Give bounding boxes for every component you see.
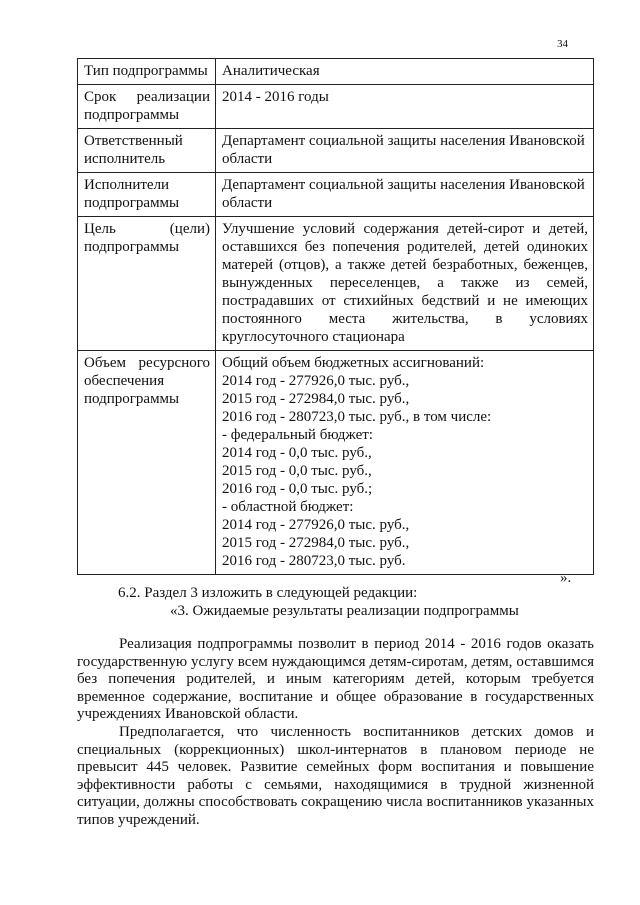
row-label-cell — [78, 217, 216, 351]
row-value-line: - областной бюджет: — [222, 499, 354, 515]
row-label-line: подпрограммы — [84, 391, 180, 407]
row-label-cell — [78, 173, 216, 217]
table-row — [78, 351, 594, 575]
row-value-cell — [216, 59, 594, 85]
subprogram-passport-table — [77, 58, 594, 575]
table-row — [78, 59, 594, 85]
row-label-cell — [78, 351, 216, 575]
row-label-line: Цель (цели) — [84, 221, 210, 237]
row-label-cell — [78, 85, 216, 129]
row-value-cell — [216, 351, 594, 575]
paragraph: Предполагается, что численность воспитанников детских домов и специальных (коррекционных) школ-интернатов в плановом периоде не превысит 445 человек. Развитие семейных форм воспитания и повышение эффективности работы с семьями, находящимися в трудной жизненной ситуации, должны способствовать сокращению числа воспитанников указанных типов учреждений. — [77, 723, 594, 828]
row-label-cell — [78, 129, 216, 173]
row-value-cell — [216, 173, 594, 217]
table-row — [78, 85, 594, 129]
row-value-cell — [216, 85, 594, 129]
row-value-line: 2014 - 2016 годы — [222, 89, 329, 105]
row-value-line: постоянного места жительства, в условиях — [222, 311, 588, 327]
row-label-line: Ответственный — [84, 133, 183, 149]
row-value-cell — [216, 217, 594, 351]
row-label-cell — [78, 59, 216, 85]
row-label-line: подпрограммы — [84, 107, 180, 123]
row-label-line: Исполнители — [84, 177, 170, 193]
row-label-line: Тип подпрограммы — [84, 63, 208, 79]
table-row — [78, 173, 594, 217]
section-title: «3. Ожидаемые результаты реализации подпрограммы — [170, 603, 519, 619]
row-value-line: - федеральный бюджет: — [222, 427, 373, 443]
page-number: 34 — [557, 38, 568, 50]
row-label-line: Объем ресурсного — [84, 355, 210, 371]
row-value-line: 2016 год - 0,0 тыс. руб.; — [222, 481, 373, 497]
row-value-line: Аналитическая — [222, 63, 320, 79]
amendment-line: 6.2. Раздел 3 изложить в следующей редакции: — [118, 585, 418, 601]
row-value-line: области — [222, 195, 273, 211]
row-value-cell — [216, 129, 594, 173]
row-label-line: обеспечения — [84, 373, 165, 389]
row-value-line: 2016 год - 280723,0 тыс. руб. — [222, 553, 406, 569]
row-value-line: круглосуточного стационара — [222, 329, 405, 345]
row-label-line: Срок реализации — [84, 89, 210, 105]
closing-quote: ». — [560, 570, 572, 586]
row-value-line: Улучшение условий содержания детей-сирот и детей, — [222, 221, 588, 237]
row-value-line: 2014 год - 277926,0 тыс. руб., — [222, 517, 410, 533]
paragraph: Реализация подпрограммы позволит в период 2014 - 2016 годов оказать государственную услугу всем нуждающимся детям-сиротам, детям, оставшимся без попечения родителей, и иным категориям детей, которым требуется временное содержание, воспитание и общее образование в государственных учреждениях Ивановской области. — [77, 636, 594, 723]
row-label-line: исполнитель — [84, 151, 166, 167]
table-row — [78, 217, 594, 351]
row-value-line: 2014 год - 277926,0 тыс. руб., — [222, 373, 410, 389]
row-value-line: вынужденных переселенцев, а также из семей, — [222, 275, 588, 291]
row-label-line: подпрограммы — [84, 239, 180, 255]
row-value-line: 2015 год - 272984,0 тыс. руб., — [222, 535, 410, 551]
body-text — [77, 636, 594, 830]
row-value-line: 2015 год - 272984,0 тыс. руб., — [222, 391, 410, 407]
row-value-line: 2016 год - 280723,0 тыс. руб., в том числе: — [222, 409, 492, 425]
row-value-line: оставшихся без попечения родителей, детей одиноких — [222, 239, 588, 255]
row-value-line: Общий объем бюджетных ассигнований: — [222, 355, 485, 371]
row-value-line: области — [222, 151, 273, 167]
row-label-line: подпрограммы — [84, 195, 180, 211]
row-value-line: Департамент социальной защиты населения Ивановской — [222, 177, 585, 193]
row-value-line: 2015 год - 0,0 тыс. руб., — [222, 463, 372, 479]
row-value-line: Департамент социальной защиты населения Ивановской — [222, 133, 585, 149]
row-value-line: пострадавших от стихийных бедствий и не имеющих — [222, 293, 588, 309]
table-row — [78, 129, 594, 173]
row-value-line: 2014 год - 0,0 тыс. руб., — [222, 445, 372, 461]
row-value-line: матерей (отцов), а также детей безработных, беженцев, — [222, 257, 588, 273]
